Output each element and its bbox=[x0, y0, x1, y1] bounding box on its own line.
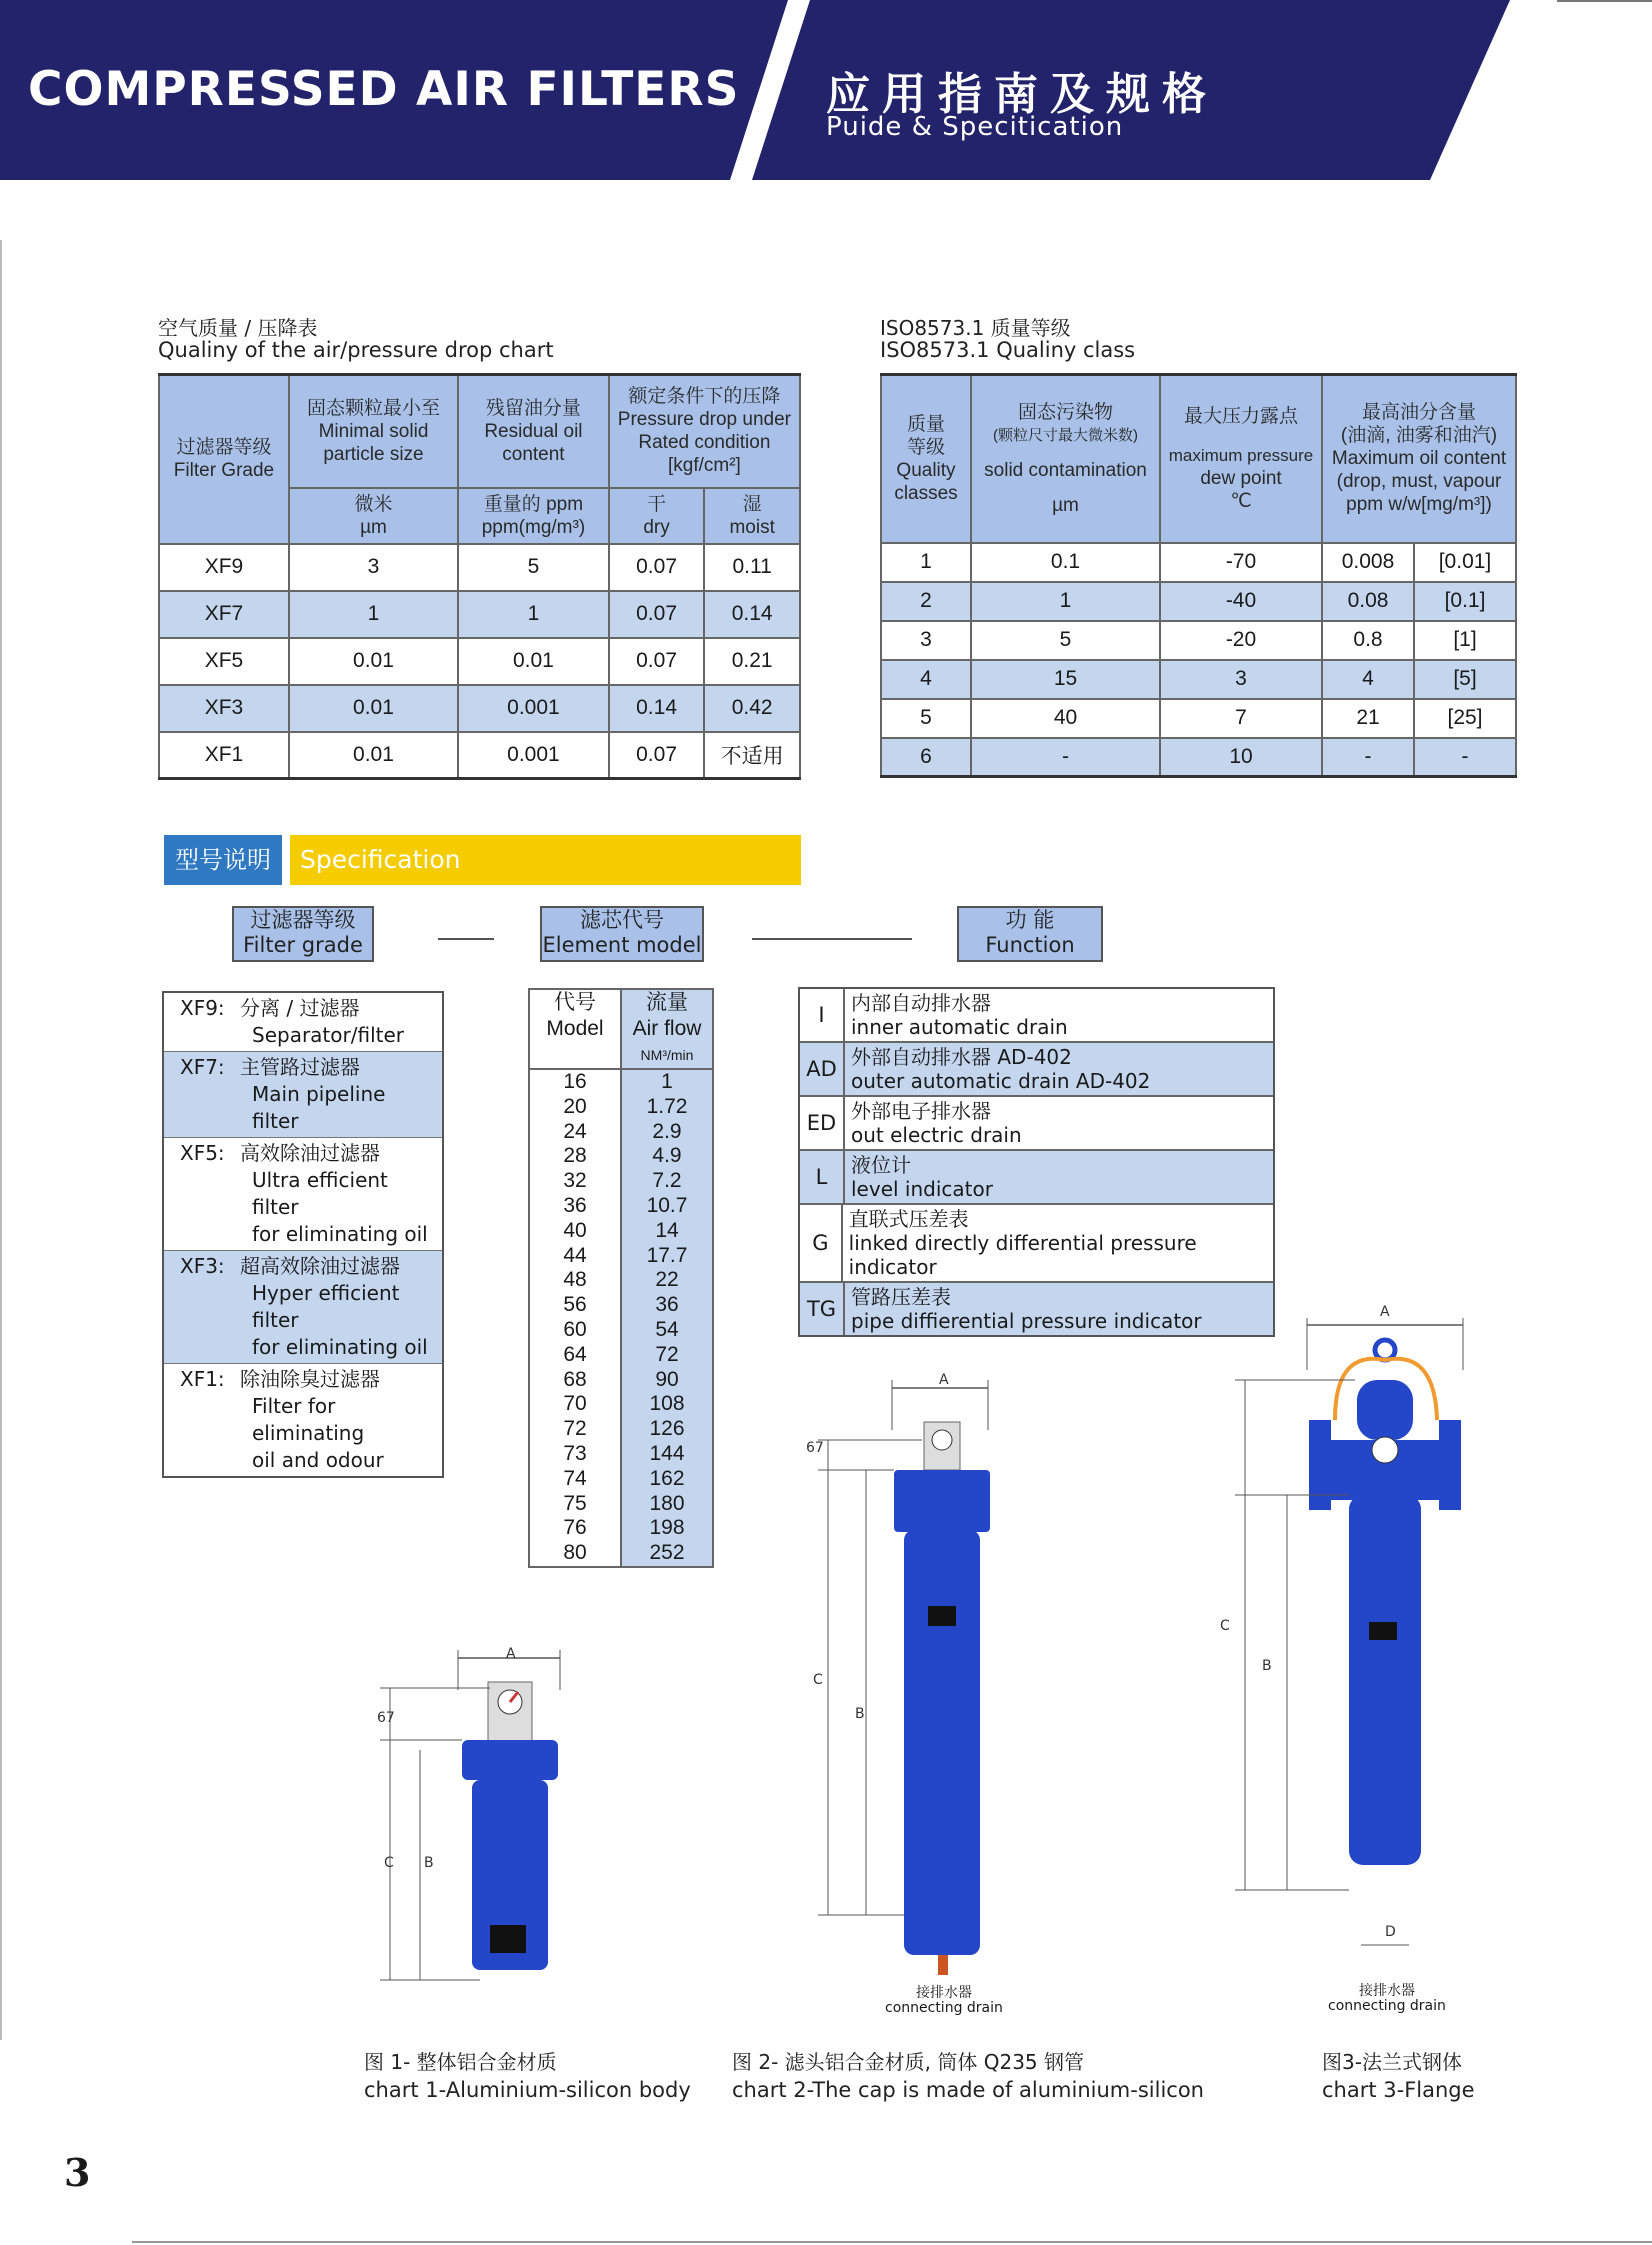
th-unit-ppm: 重量的 ppm ppm(mg/m³) bbox=[458, 488, 609, 544]
list-item: XF3: 超高效除油过滤器 Hyper efficient filter for eliminating oil bbox=[164, 1251, 442, 1364]
dim-67-label: 67 bbox=[806, 1440, 824, 1456]
chart1-caption-cn: 空气质量 / 压降表 bbox=[158, 316, 318, 340]
function-list bbox=[798, 987, 1275, 1337]
model-code: 48 bbox=[529, 1268, 621, 1293]
list-item: L 液位计 level indicator bbox=[800, 1151, 1273, 1205]
dash-separator bbox=[438, 938, 494, 940]
table-row bbox=[529, 1219, 713, 1244]
element-model-box: 滤芯代号 Element model bbox=[540, 906, 704, 962]
fig1-caption-en: chart 1-Aluminium-silicon body bbox=[364, 2078, 691, 2102]
air-flow-value: 2.9 bbox=[621, 1120, 713, 1145]
air-flow-value: 90 bbox=[621, 1368, 713, 1393]
table-row bbox=[529, 1120, 713, 1145]
th-air-flow: 流量 Air flow NM³/min bbox=[621, 989, 713, 1069]
model-code: 68 bbox=[529, 1368, 621, 1393]
list-item: TG 管路压差表 pipe diffierential pressure indicator bbox=[800, 1283, 1273, 1335]
air-flow-value: 1.72 bbox=[621, 1095, 713, 1120]
table-row: XF7 1 1 0.07 0.14 bbox=[159, 591, 800, 638]
th-residual-oil: 残留油分量 Residual oil content bbox=[458, 375, 609, 488]
dim-a-label: A bbox=[1380, 1304, 1390, 1320]
th-pressure-drop: 额定条件下的压降 Pressure drop under Rated condition [kgf/cm²] bbox=[609, 375, 800, 488]
fig2-caption-cn: 图 2- 滤头铝合金材质, 筒体 Q235 钢管 bbox=[732, 2050, 1085, 2074]
fig3-caption-en: chart 3-Flange bbox=[1322, 2078, 1475, 2102]
function-box: 功 能 Function bbox=[957, 906, 1103, 962]
chart1-caption-en: Qualiny of the air/pressure drop chart bbox=[158, 338, 554, 362]
drain-label-fig2: 接排水器 connecting drain bbox=[885, 1985, 1003, 2016]
model-code: 73 bbox=[529, 1442, 621, 1467]
model-code: 56 bbox=[529, 1293, 621, 1318]
list-item: XF1: 除油除臭过滤器 Filter for eliminating oil and odour bbox=[180, 1367, 384, 1472]
fig2-caption-en: chart 2-The cap is made of aluminium-silicon bbox=[732, 2078, 1204, 2102]
fig1-caption-cn: 图 1- 整体铝合金材质 bbox=[364, 2050, 557, 2074]
table-row bbox=[529, 1194, 713, 1219]
air-flow-value: 4.9 bbox=[621, 1144, 713, 1169]
model-code: 20 bbox=[529, 1095, 621, 1120]
list-item: G 直联式压差表 linked directly differential pressure indicator bbox=[800, 1205, 1273, 1283]
table-row: XF5 0.01 0.01 0.07 0.21 bbox=[159, 638, 800, 685]
table-row bbox=[529, 1541, 713, 1567]
drain-label-fig3: 接排水器 connecting drain bbox=[1328, 1983, 1446, 2014]
table-row bbox=[529, 1268, 713, 1293]
model-code: 72 bbox=[529, 1417, 621, 1442]
dim-a-label: A bbox=[506, 1646, 516, 1662]
figure-2-filter-drawing bbox=[810, 1370, 1020, 1990]
page-number: 3 bbox=[64, 2150, 91, 2195]
air-flow-value: 126 bbox=[621, 1417, 713, 1442]
table-row: XF3 0.01 0.001 0.14 0.42 bbox=[159, 685, 800, 732]
table-row: XF1 0.01 0.001 0.07 不适用 bbox=[159, 732, 800, 779]
table-row bbox=[529, 1293, 713, 1318]
list-item: I 内部自动排水器 inner automatic drain bbox=[800, 989, 1273, 1043]
model-code: 70 bbox=[529, 1392, 621, 1417]
air-flow-value: 198 bbox=[621, 1516, 713, 1541]
model-code: 44 bbox=[529, 1244, 621, 1269]
table-row: 2 1 -40 0.08 [0.1] bbox=[881, 582, 1516, 621]
filter-grade-box: 过滤器等级 Filter grade bbox=[232, 906, 374, 962]
table-row bbox=[529, 1417, 713, 1442]
th-filter-grade: 过滤器等级 Filter Grade bbox=[159, 375, 289, 544]
page-title: COMPRESSED AIR FILTERS bbox=[28, 62, 740, 117]
table-row bbox=[529, 1244, 713, 1269]
chart2-caption-en: ISO8573.1 Qualiny class bbox=[880, 338, 1136, 362]
model-code: 16 bbox=[529, 1069, 621, 1095]
th-dry: 干 dry bbox=[609, 488, 705, 544]
air-flow-value: 72 bbox=[621, 1343, 713, 1368]
model-code: 80 bbox=[529, 1541, 621, 1567]
spec-label-cn: 型号说明 bbox=[164, 835, 282, 885]
table-row bbox=[529, 1318, 713, 1343]
air-flow-value: 36 bbox=[621, 1293, 713, 1318]
th-particle-size: 固态颗粒最小至 Minimal solid particle size bbox=[289, 375, 458, 488]
air-flow-value: 144 bbox=[621, 1442, 713, 1467]
air-flow-value: 10.7 bbox=[621, 1194, 713, 1219]
model-code: 32 bbox=[529, 1169, 621, 1194]
model-code: 24 bbox=[529, 1120, 621, 1145]
table-row bbox=[529, 1368, 713, 1393]
table-row bbox=[529, 1467, 713, 1492]
air-flow-value: 7.2 bbox=[621, 1169, 713, 1194]
page-title-cn: 应用指南及规格 bbox=[826, 69, 1218, 120]
air-flow-value: 17.7 bbox=[621, 1244, 713, 1269]
table-row bbox=[529, 1516, 713, 1541]
air-flow-value: 54 bbox=[621, 1318, 713, 1343]
dim-c-label: C bbox=[813, 1672, 823, 1688]
dim-d-label: D bbox=[1385, 1924, 1396, 1940]
model-code: 75 bbox=[529, 1492, 621, 1517]
th-oil-content: 最高油分含量 (油滴, 油雾和油汽) Maximum oil content (drop, must, vapour ppm w/w[mg/m³]) bbox=[1322, 375, 1516, 543]
th-quality-class: 质量 等级 Quality classes bbox=[881, 375, 971, 543]
air-flow-value: 1 bbox=[621, 1069, 713, 1095]
list-item: AD 外部自动排水器 AD-402 outer automatic drain AD-402 bbox=[800, 1043, 1273, 1097]
table-row bbox=[529, 1069, 713, 1095]
air-flow-value: 162 bbox=[621, 1467, 713, 1492]
table-row bbox=[529, 1095, 713, 1120]
dim-a-label: A bbox=[939, 1372, 949, 1388]
list-item: ED 外部电子排水器 out electric drain bbox=[800, 1097, 1273, 1151]
table-row bbox=[529, 1144, 713, 1169]
spec-label-en: Specification bbox=[290, 835, 801, 885]
bottom-rule bbox=[132, 2241, 1652, 2243]
list-item: XF7: 主管路过滤器 Main pipeline filter bbox=[164, 1052, 442, 1138]
air-flow-value: 14 bbox=[621, 1219, 713, 1244]
dim-c-label: C bbox=[1220, 1618, 1230, 1634]
dim-67-label: 67 bbox=[377, 1710, 395, 1726]
table-row: 5 40 7 21 [25] bbox=[881, 699, 1516, 738]
model-code: 64 bbox=[529, 1343, 621, 1368]
table-row: 6 - 10 - - bbox=[881, 738, 1516, 777]
th-solid-contamination: 固态污染物 (颗粒尺寸最大微米数) solid contamination µm bbox=[971, 375, 1160, 543]
dim-b-label: B bbox=[424, 1855, 434, 1871]
model-code: 74 bbox=[529, 1467, 621, 1492]
dim-b-label: B bbox=[855, 1706, 865, 1722]
table-row bbox=[529, 1492, 713, 1517]
air-flow-value: 252 bbox=[621, 1541, 713, 1567]
table-row bbox=[529, 1169, 713, 1194]
left-rule bbox=[0, 240, 2, 2040]
air-flow-value: 180 bbox=[621, 1492, 713, 1517]
fig3-caption-cn: 图3-法兰式钢体 bbox=[1322, 2050, 1462, 2074]
chart2-caption-cn: ISO8573.1 质量等级 bbox=[880, 316, 1071, 340]
figure-3-filter-drawing bbox=[1225, 1310, 1475, 1970]
model-code: 36 bbox=[529, 1194, 621, 1219]
filter-grade-list bbox=[162, 991, 444, 1478]
table-row: XF9 3 5 0.07 0.11 bbox=[159, 544, 800, 591]
dim-c-label: C bbox=[384, 1855, 394, 1871]
model-code: 76 bbox=[529, 1516, 621, 1541]
model-code: 60 bbox=[529, 1318, 621, 1343]
dash-separator bbox=[752, 938, 912, 940]
air-quality-pressure-drop-table bbox=[158, 373, 801, 780]
list-item: XF5: 高效除油过滤器 Ultra efficient filter for eliminating oil bbox=[164, 1138, 442, 1251]
th-model: 代号 Model bbox=[529, 989, 621, 1069]
th-pressure-dew-point: 最大压力露点 maximum pressure dew point ℃ bbox=[1160, 375, 1322, 543]
table-row: 3 5 -20 0.8 [1] bbox=[881, 621, 1516, 660]
th-moist: 湿 moist bbox=[704, 488, 800, 544]
dim-b-label: B bbox=[1262, 1658, 1272, 1674]
table-row: 4 15 3 4 [5] bbox=[881, 660, 1516, 699]
table-row: 1 0.1 -70 0.008 [0.01] bbox=[881, 543, 1516, 582]
air-flow-value: 22 bbox=[621, 1268, 713, 1293]
figure-1-filter-drawing bbox=[370, 1640, 600, 2000]
th-unit-um: 微米 µm bbox=[289, 488, 458, 544]
model-code: 40 bbox=[529, 1219, 621, 1244]
table-row bbox=[529, 1392, 713, 1417]
air-flow-value: 108 bbox=[621, 1392, 713, 1417]
table-row bbox=[529, 1442, 713, 1467]
table-row bbox=[529, 1343, 713, 1368]
iso-quality-class-table bbox=[880, 373, 1517, 778]
page-subtitle: Puide & Specitication bbox=[826, 112, 1124, 142]
element-model-table bbox=[528, 988, 714, 1568]
model-code: 28 bbox=[529, 1144, 621, 1169]
top-rule bbox=[1557, 0, 1652, 2]
list-item: XF9: 分离 / 过滤器 Separator/filter bbox=[164, 993, 442, 1052]
